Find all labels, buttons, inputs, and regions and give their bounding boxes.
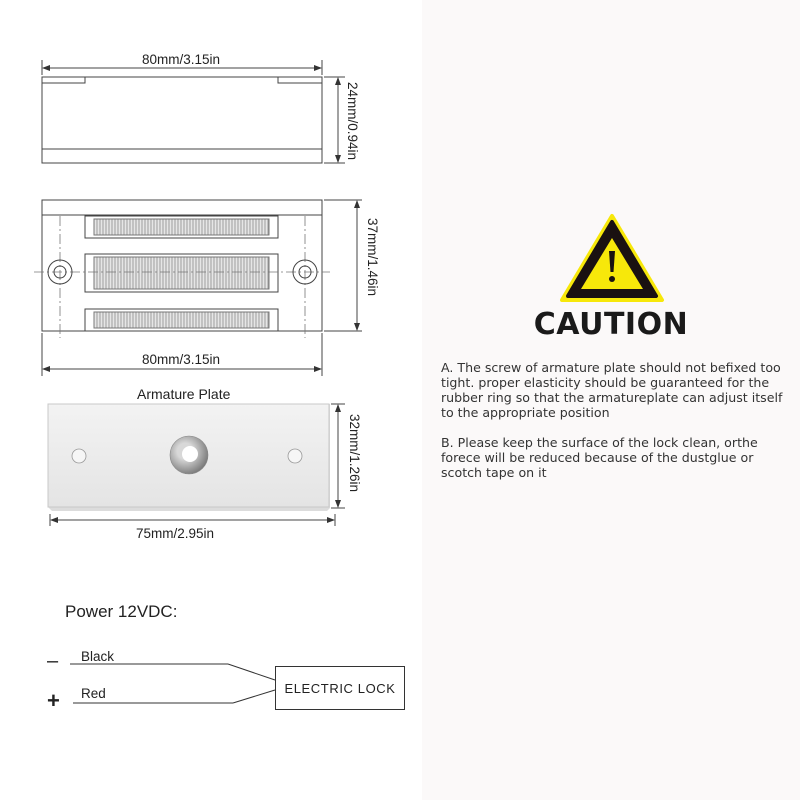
wire-red-label: Red: [81, 686, 106, 701]
wire-black-label: Black: [81, 649, 115, 664]
front-width-label: 80mm/3.15in: [142, 352, 221, 367]
positive-symbol: +: [47, 688, 60, 713]
top-height-label: 24mm/0.94in: [345, 82, 360, 161]
armature-height-label: 32mm/1.26in: [347, 414, 362, 493]
top-width-label: 80mm/3.15in: [142, 52, 221, 67]
electric-lock-box: [275, 666, 405, 710]
top-view: [42, 60, 345, 163]
warning-triangle-icon: [562, 216, 662, 300]
armature-width-label: 75mm/2.95in: [136, 526, 215, 541]
caution-title: CAUTION: [533, 307, 689, 342]
power-title: Power 12VDC:: [65, 602, 178, 621]
armature-plate: [48, 404, 345, 526]
front-height-label: 37mm/1.46in: [365, 218, 380, 297]
front-view: [34, 200, 362, 376]
electric-lock-label: ELECTRIC LOCK: [284, 680, 396, 696]
armature-title: Armature Plate: [137, 386, 231, 402]
caution-note-b: B. Please keep the surface of the lock clean, orthe forece will be reduced because of the dustglue or scotch tape on it: [441, 435, 758, 480]
caution-note-a: A. The screw of armature plate should not befixed too tight. proper elasticity should be guaranteed for the rubber ring so that the armatureplate can adjust itself to the appropriate position: [441, 360, 783, 420]
negative-symbol: –: [47, 650, 59, 672]
